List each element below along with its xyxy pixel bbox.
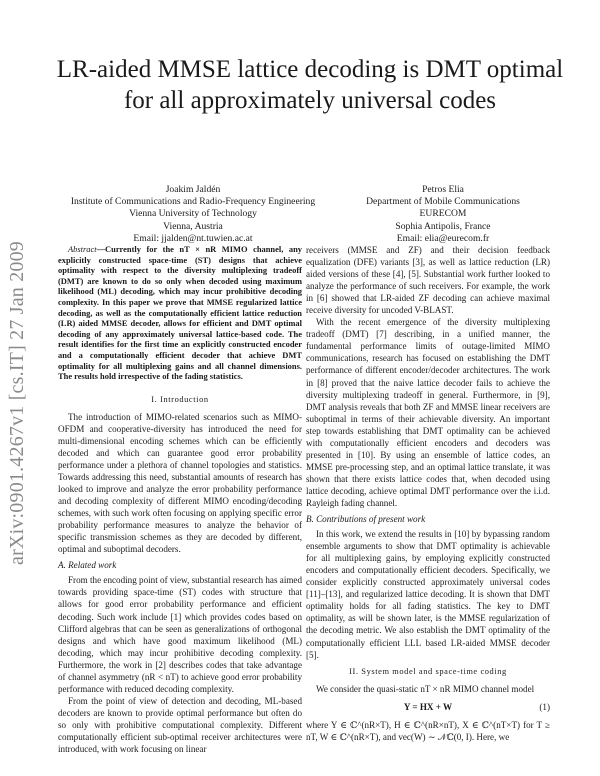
arxiv-stamp: arXiv:0901.4267v1 [cs.IT] 27 Jan 2009 xyxy=(6,240,28,565)
section-heading-introduction: I. Introduction xyxy=(151,394,209,404)
system-model-paragraph-2: where Y ∈ ℂ^(nR×T), H ∈ ℂ^(nR×nT), X ∈ ℂ^(nT×T) for T ≥ nT, W ∈ ℂ^(nR×T), and vec(W) ∼ 𝒩ℂ(0, I). Here, we xyxy=(306,719,550,742)
contributions-paragraph: In this work, we extend the results in [10] by bypassing random ensemble arguments to show that DMT optimality is achievable for all multiplexing gains, by employing explicitly constructed encoders and computationally efficient decoders. Specifically, we consider explicitly constructed approximately universal codes [11]–[13], and regularized lattice decoding. It is shown that DMT optimality holds for all fading statistics. The key to DMT optimality, as will be shown later, is the MMSE regularization of the decoding metric. We also establish the DMT optimality of the computationally efficient LLL based LR-aided MMSE decoder [5]. xyxy=(306,529,550,660)
author-address: Vienna, Austria xyxy=(163,220,223,232)
left-column xyxy=(58,244,302,755)
right-column xyxy=(306,244,550,743)
equation-text: Y = HX + W xyxy=(403,701,453,712)
intro-paragraph: The introduction of MIMO-related scenarios such as MIMO-OFDM and cooperative-diversity has introduced the need for multi-dimensional encoding schemes which can be efficiently decoded and which can guarantee good error probability performance under a plethora of channel topologies and statistics. Towards addressing this need, substantial amounts of research has looked to improve and analyze the error probability performance and decoding complexity of different MIMO encoding/decoding schemes, with such work often focusing on applying specific error probability performance measures to analyze the behavior of specific transmission schemes as they are decoded by different, optimal and suboptimal decoders. xyxy=(58,411,302,555)
related-work-continued: receivers (MMSE and ZF) and their decision feedback equalization (DFE) variants [3], as well as lattice reduction (LR) aided versions of these [4], [5]. Substantial work further looked to analyze the performance of such receivers. For example, the work in [6] showed that LR-aided ZF decoding can achieve maximal receive diversity for uncoded V-BLAST. xyxy=(306,245,550,316)
author-block-2 xyxy=(318,184,568,245)
author-name: Petros Elia xyxy=(422,184,464,195)
author-email: Email: elia@eurecom.fr xyxy=(396,232,490,244)
author-email: Email: jjalden@nt.tuwien.ac.at xyxy=(133,232,253,244)
title-line-2: for all approximately universal codes xyxy=(123,87,497,114)
abstract-label: Abstract xyxy=(68,244,97,254)
title-line-1: LR-aided MMSE lattice decoding is DMT optimal xyxy=(56,56,564,83)
author-block-1 xyxy=(68,184,318,245)
section-heading-system-model: II. System model and space-time coding xyxy=(349,666,507,676)
author-address: Sophia Antipolis, France xyxy=(395,220,491,232)
author-name: Joakim Jaldén xyxy=(165,184,221,195)
related-work-paragraph-1: From the encoding point of view, substantial research has aimed towards providing space-time (ST) codes with structure that allows for good error probability performance and efficient decoding. Such work include [1] which provides codes based on Clifford algebras that can be seen as generalizations of orthogonal designs and which have good maximum likelihood (ML) decoding, which may incur prohibitive decoding complexity. Furthermore, the work in [2] describes codes that take advantage of channel asymmetry (nR < nT) to achieve good error probability performance with reduced decoding complexity. xyxy=(58,575,302,694)
author-affiliation: Vienna University of Technology xyxy=(129,208,257,220)
author-affiliation: Institute of Communications and Radio-Frequency Engineering xyxy=(70,196,316,208)
abstract xyxy=(58,244,302,382)
abstract-text: —Currently for the nT × nR MIMO channel, any explicitly constructed space-time (ST) designs that achieve optimality with respect to the diversity multiplexing tradeoff (DMT) are known to do so only when decoded using maximum likelihood (ML) decoding, which may incur prohibitive decoding complexity. In this paper we prove that MMSE regularized lattice decoding, as well as the computationally efficient lattice reduction (LR) aided MMSE decoder, allows for efficient and DMT optimal decoding of any approximately universal lattice-based code. The result identifies for the first time an explicitly constructed encoder and a computationally efficient decoder that achieve DMT optimality for all multiplexing gains and all channel dimensions. The results hold irrespective of the fading statistics. xyxy=(58,244,302,382)
subsection-heading-contributions: B. Contributions of present work xyxy=(306,514,426,525)
equation-1 xyxy=(306,701,550,713)
dmt-paragraph: With the recent emergence of the diversity multiplexing tradeoff (DMT) [7] describing, in a unified manner, the fundamental performance limits of outage-limited MIMO communications, research has focused on establishing the DMT performance of different encoder/decoder architectures. The work in [8] proved that the naive lattice decoder fails to achieve the diversity multiplexing tradeoff in general. Furthermore, in [9], DMT analysis reveals that both ZF and MMSE linear receivers are suboptimal in terms of their achievable diversity. An important step towards establishing that DMT optimality can be achieved with computationally efficient encoders and decoders was presented in [10]. By using an ensemble of lattice codes, an MMSE pre-processing step, and an optimal lattice translate, it was shown that there exists lattice codes that, when decoded using lattice decoding, achieve optimal DMT performance over the i.i.d. Rayleigh fading channel. xyxy=(306,317,550,508)
equation-number: (1) xyxy=(539,701,550,712)
system-model-paragraph: We consider the quasi-static nT × nR MIMO channel model xyxy=(316,683,535,694)
subsection-heading-related-work: A. Related work xyxy=(58,560,117,571)
paper-title xyxy=(40,54,580,116)
author-affiliation: EURECOM xyxy=(419,208,467,220)
author-affiliation: Department of Mobile Communications xyxy=(366,196,520,208)
related-work-paragraph-2: From the point of view of detection and decoding, ML-based decoders are known to provide optimal performance but often do so only with prohibitive computational complexity. Different computationally efficient sub-optimal receiver architectures were introduced, with work focusing on linear xyxy=(58,695,302,755)
